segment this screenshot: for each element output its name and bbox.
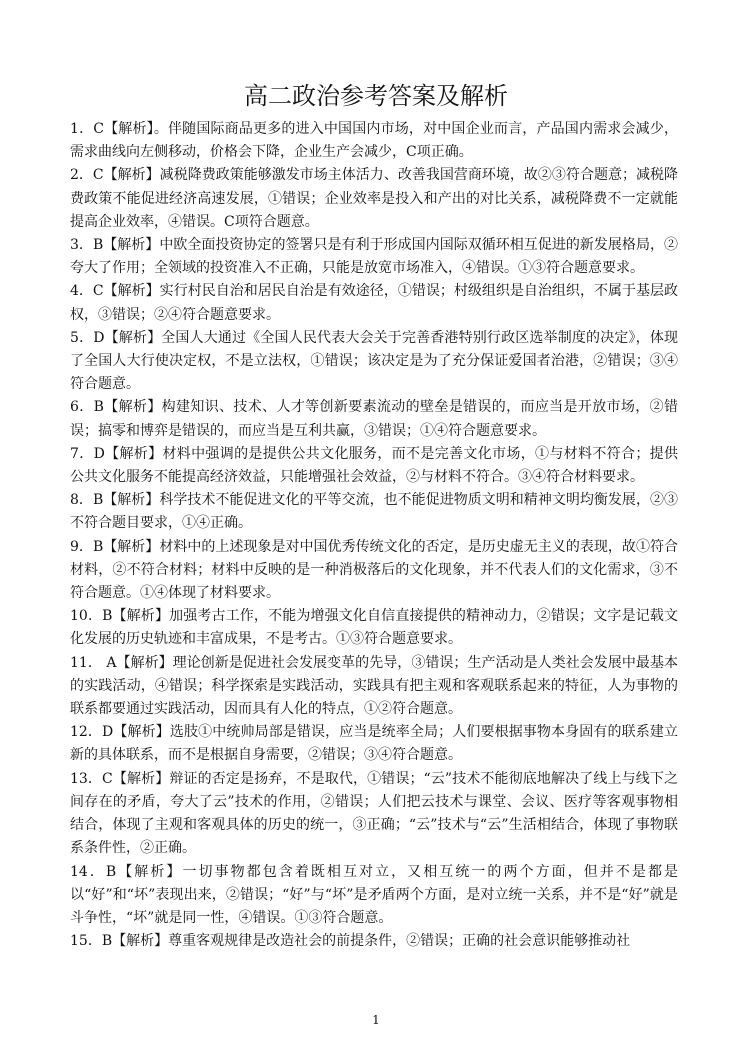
answer-item-11: 11． A【解析】理论创新是促进社会发展变革的先导，③错误；生产活动是人类社会发展中最基本的实践活动，④错误；科学探索是实践活动，实践具有把主观和客观联系起来的特征，人为事物的联系都要通过实践活动，因而具有人化的特点，①②符合题意。 xyxy=(70,654,678,718)
answer-item-15: 15．B【解析】尊重客观规律是改造社会的前提条件，②错误；正确的社会意识能够推动社 xyxy=(70,933,631,950)
answer-item-6: 6．B【解析】构建知识、技术、人才等创新要素流动的壁垒是错误的，而应当是开放市场，②错误；搞零和博弈是错误的，而应当是互利共赢，③错误；①④符合题意要求。 xyxy=(70,399,678,439)
answer-item-4: 4．C【解析】实行村民自治和居民自治是有效途径，①错误；村级组织是自治组织，不属于基层政权，③错误；②④符合题意要求。 xyxy=(70,283,678,323)
answer-item-9: 9．B【解析】材料中的上述现象是对中国优秀传统文化的否定，是历史虚无主义的表现，故①符合材料，②不符合材料；材料中反映的是一种消极落后的文化现象，并不代表人们的文化需求，③不符合题意。①④体现了材料要求。 xyxy=(70,538,678,602)
answer-item-10: 10．B【解析】加强考古工作，不能为增强文化自信直接提供的精神动力，②错误；文字是记载文化发展的历史轨迹和丰富成果，不是考古。①③符合题意要求。 xyxy=(70,608,678,648)
answer-item-7: 7．D【解析】材料中强调的是提供公共文化服务，而不是完善文化市场，①与材料不符合；提供公共文化服务不能提高经济效益，只能增强社会效益，②与材料不符合。③④符合材料要求。 xyxy=(70,445,678,486)
answer-item-3: 3．B【解析】中欧全面投资协定的签署只是有利于形成国内国际双循环相互促进的新发展格局，②夸大了作用；全领域的投资准入不正确，只能是放宽市场准入，④错误。①③符合题意要求。 xyxy=(70,237,678,277)
answer-item-14: 14．B【解析】一切事物都包含着既相互对立，又相互统一的两个方面，但并不是都是以“好”和“坏”表现出来，②错误；“好”与“坏”是矛盾两个方面，是对立统一关系，并不是“好”就是斗争性，“坏”就是同一性，④错误。①③符合题意。 xyxy=(70,863,678,926)
answer-item-1: 1．C【解析】。伴随国际商品更多的进入中国国内市场，对中国企业而言，产品国内需求会减少，需求曲线向左侧移动，价格会下降，企业生产会减少，C项正确。 xyxy=(70,121,678,161)
answer-item-13: 13．C【解析】辩证的否定是扬弃，不是取代，①错误；“云”技术不能彻底地解决了线上与线下之间存在的矛盾，夸大了云”技术的作用，②错误；人们把云技术与课堂、会议、医疗等客观事物相结合，体现了主观和客观具体的历史的统一，③正确；“云”技术与“云”生活相结合，体现了事物联系条件性，②正确。 xyxy=(70,770,678,857)
answer-list xyxy=(70,118,678,953)
answer-item-2: 2．C【解析】减税降费政策能够激发市场主体活力、改善我国营商环境，故②③符合题意；减税降费政策不能促进经济高速发展，①错误；企业效率是投入和产出的对比关系，减税降费不一定就能提高企业效率，④错误。C项符合题意。 xyxy=(70,167,678,230)
answer-item-5: 5．D【解析】全国人大通过《全国人民代表大会关于完善香港特别行政区选举制度的决定》，体现了全国人大行使决定权，不是立法权，①错误；该决定是为了充分保证爱国者治港，②错误；③④符合题意。 xyxy=(70,329,678,393)
page-number: 1 xyxy=(372,1013,380,1027)
answer-item-8: 8．B【解析】科学技术不能促进文化的平等交流，也不能促进物质文明和精神文明均衡发展，②③不符合题目要求，①④正确。 xyxy=(70,492,678,532)
page-title: 高二政治参考答案及解析 xyxy=(244,82,508,110)
answer-item-12: 12．D【解析】选肢①中统帅局部是错误，应当是统率全局；人们要根据事物本身固有的联系建立新的具体联系，而不是根据自身需要，②错误；③④符合题意。 xyxy=(70,724,678,764)
